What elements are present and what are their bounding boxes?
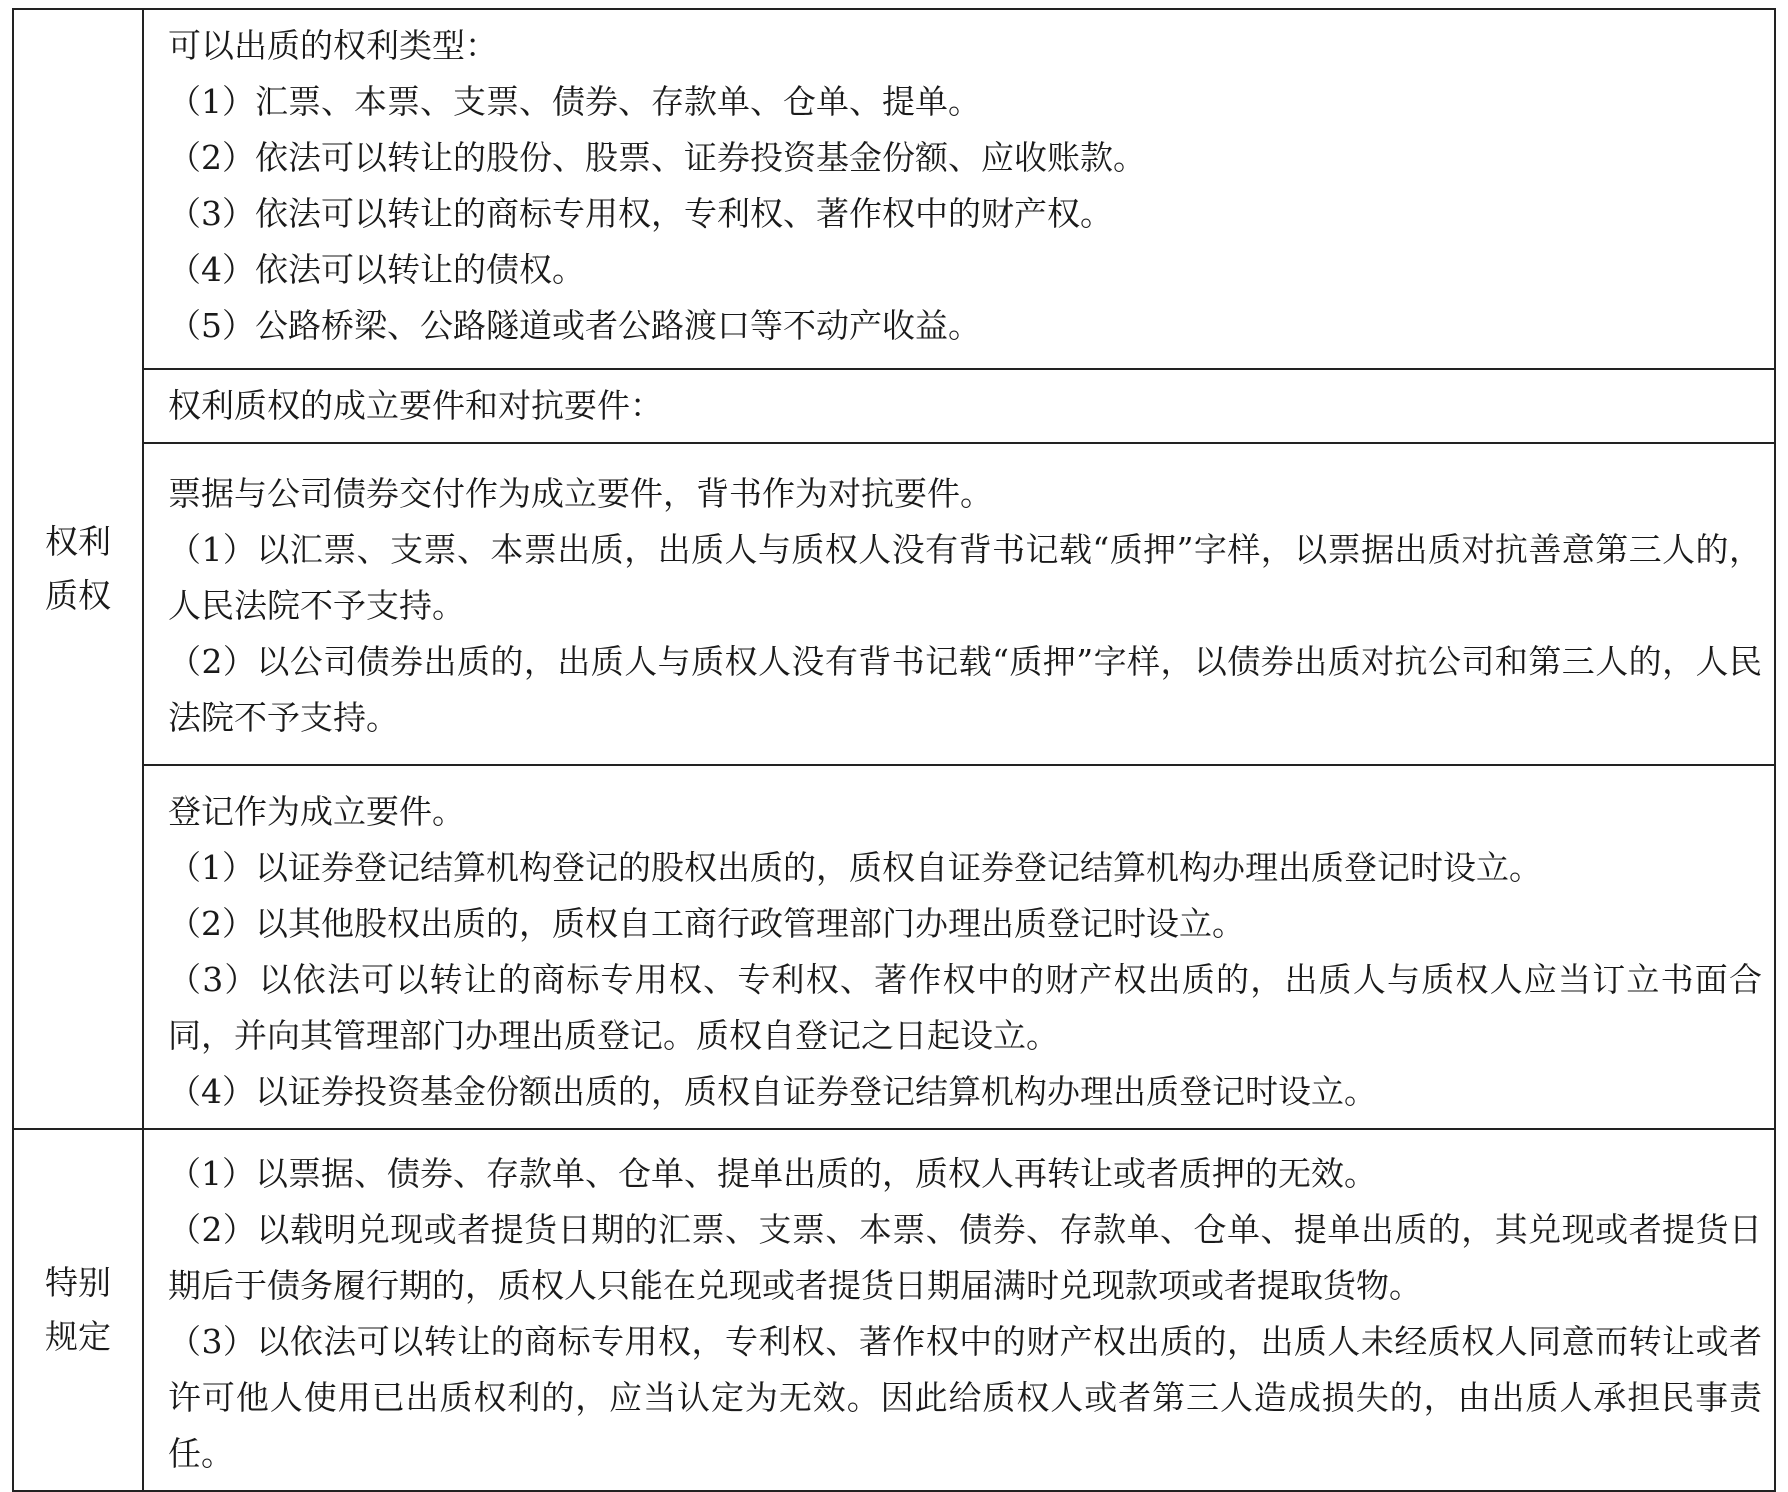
- rights-pledge-table: [12, 8, 1776, 1492]
- list-item: （5）公路桥梁、公路隧道或者公路渡口等不动产收益。: [168, 306, 981, 345]
- pledgeable-rights-cell: [143, 9, 1775, 369]
- list-item: （2）以其他股权出质的，质权自工商行政管理部门办理出质登记时设立。: [168, 904, 1245, 943]
- list-item: （2）以载明兑现或者提货日期的汇票、支票、本票、债券、存款单、仓单、提单出质的，其兑现或者提货日期后于债务履行期的，质权人只能在兑现或者提货日期届满时兑现款项或者提取货物。: [168, 1210, 1762, 1305]
- special-rules-cell: [143, 1129, 1775, 1491]
- list-item: （1）以证券登记结算机构登记的股权出质的，质权自证券登记结算机构办理出质登记时设立。: [168, 848, 1542, 887]
- delivery-requirement-cell: [143, 443, 1775, 765]
- section-label-line: 特别: [45, 1263, 111, 1302]
- section-label-line: 权利: [45, 522, 111, 561]
- list-item: （1）以票据、债券、存款单、仓单、提单出质的，质权人再转让或者质押的无效。: [168, 1154, 1377, 1193]
- list-item: （4）以证券投资基金份额出质的，质权自证券登记结算机构办理出质登记时设立。: [168, 1072, 1377, 1111]
- section-label-line: 质权: [45, 576, 111, 615]
- list-item: （3）以依法可以转让的商标专用权，专利权、著作权中的财产权出质的，出质人未经质权人同意而转让或者许可他人使用已出质权利的，应当认定为无效。因此给质权人或者第三人造成损失的，由出质人承担民事责任。: [168, 1322, 1762, 1473]
- list-item: （3）依法可以转让的商标专用权，专利权、著作权中的财产权。: [168, 194, 1113, 233]
- cell-heading: 权利质权的成立要件和对抗要件：: [168, 386, 663, 425]
- requirements-heading-cell: [143, 369, 1775, 443]
- table-row: [13, 443, 1775, 765]
- table-row: [13, 765, 1775, 1129]
- table-row: [13, 9, 1775, 369]
- registration-requirement-cell: [143, 765, 1775, 1129]
- document-page: [12, 8, 1774, 1476]
- list-item: （2）依法可以转让的股份、股票、证券投资基金份额、应收账款。: [168, 138, 1146, 177]
- section-label-rights-pledge: [13, 9, 143, 1129]
- cell-heading: 票据与公司债券交付作为成立要件，背书作为对抗要件。: [168, 474, 993, 513]
- table-row: [13, 1129, 1775, 1491]
- cell-heading: 登记作为成立要件。: [168, 792, 465, 831]
- cell-heading: 可以出质的权利类型：: [168, 26, 498, 65]
- list-item: （3）以依法可以转让的商标专用权、专利权、著作权中的财产权出质的，出质人与质权人应当订立书面合同，并向其管理部门办理出质登记。质权自登记之日起设立。: [168, 960, 1762, 1055]
- section-label-line: 规定: [45, 1317, 111, 1356]
- table-row: [13, 369, 1775, 443]
- section-label-special-rules: [13, 1129, 143, 1491]
- list-item: （1）以汇票、支票、本票出质，出质人与质权人没有背书记载“质押”字样，以票据出质对抗善意第三人的，人民法院不予支持。: [168, 530, 1762, 625]
- list-item: （1）汇票、本票、支票、债券、存款单、仓单、提单。: [168, 82, 981, 121]
- list-item: （4）依法可以转让的债权。: [168, 250, 585, 289]
- list-item: （2）以公司债券出质的，出质人与质权人没有背书记载“质押”字样，以债券出质对抗公司和第三人的，人民法院不予支持。: [168, 642, 1762, 737]
